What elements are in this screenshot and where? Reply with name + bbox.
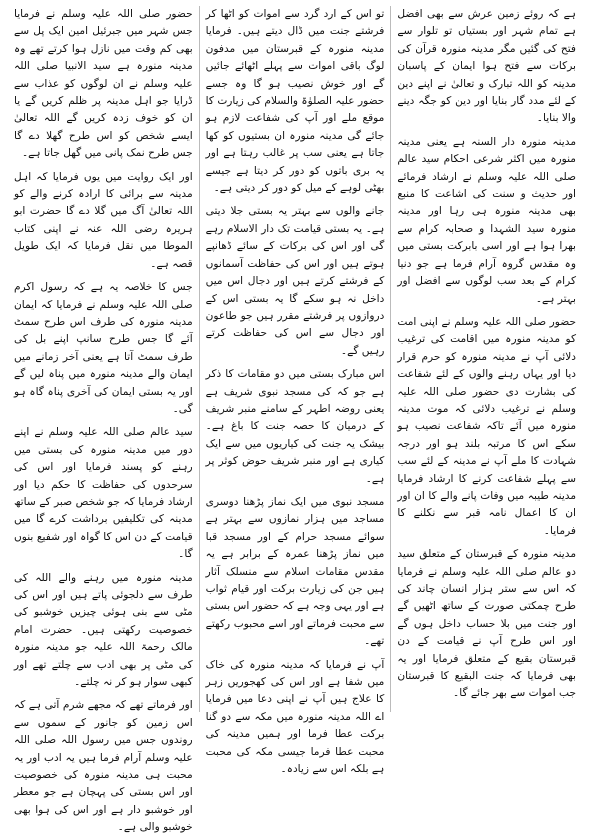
paragraph: اس مبارک بستی میں دو مقامات کا ذکر ہے جو کہ کی مسجد نبوی شریف ہے یعنی روضہ اطہر کے سامنے منبر شریف کے درمیان کا حصہ جنت کا باغ ہے۔ بیشک یہ جنت کی کیاریوں میں سے ایک کیاری ہے اور منبر شریف حوض کوثر پر ہے۔ [205,368,385,485]
paragraph: سید عالم صلی اللہ علیہ وسلم نے اپنے دور میں مدینہ منورہ کی بستی میں رہنے کو پسند فرمایا اور اس کی سرحدوں کی حفاظت کا حکم دیا اور ارشاد فرمایا کہ جو شخص صبر کے ساتھ مدینہ کی تکلیفیں برداشت کرے گا میں قیامت کے دن اس کا گواہ اور شفیع بنوں گا۔ [13,426,193,561]
paragraph: جانے والوں سے بہتر یہ بستی جلا دیتی ہے۔ یہ بستی قیامت تک دار الاسلام رہے گی اور اس کی برکات کے سائے ڈھانپے ہوتے ہیں اور اس کی حفاظت آسمانوں کے فرشتے کرتے ہیں اور دجال اس میں داخل نہ ہو سکے گا یہ بستی اس کے دروازوں پر فرشتے مقرر ہیں جو طاعون اور دجال سے اس کی حفاظت کرتے رہیں گے۔ [205,205,385,357]
paragraph: مدینہ منورہ میں رہنے والے اللہ کی طرف سے دلجوئی پاتے ہیں اور اس کی مٹی سے بنی ہوئی چیزیں خوشبو کی خصوصیت رکھتی ہیں۔ حضرت امام مالک رحمۃ اللہ علیہ جو مدینہ منورہ کی مٹی پر بھی ادب سے چلتے تھے اور کبھی سوار ہو کر نہ چلتے۔ [13,571,193,689]
column-middle [200,6,392,776]
paragraph: آپ نے فرمایا کہ مدینہ منورہ کی خاک میں شفا ہے اور اس کی کھجوریں زہر کا علاج ہیں آپ نے اپنی دعا میں فرمایا اے اللہ مدینہ منورہ میں مکہ سے دو گنا برکت عطا فرما اور ہمیں مدینہ کی محبت عطا فرما جیسی مکہ کی محبت ہے بلکہ اس سے زیادہ۔ [205,658,385,776]
paragraph: جس کا خلاصہ یہ ہے کہ رسول اکرم صلی اللہ علیہ وسلم نے فرمایا کہ ایمان مدینہ منورہ کی طرف اس طرح سمٹ آئے گا جس طرح سانپ اپنے بل کی طرف سمٹ آتا ہے یعنی آخر زمانے میں ایمان والے مدینہ منورہ میں پناہ لیں گے اور یہ بستی ایمان کی آخری پناہ گاہ ہو گی۔ [13,281,193,415]
paragraph: تو اس کے ارد گرد سے اموات کو اٹھا کر فرشتے جنت میں ڈال دیتے ہیں۔ فرمایا مدینہ منورہ کے قبرستان میں مدفون لوگ باقی اموات سے پہلے اٹھائے جائیں گے اور خوش نصیب ہو گا وہ جسے حضور علیہ الصلوٰۃ والسلام کی زیارت کا موقع ملے اور آپ کی شفاعت لازم ہو جائے گی مدینہ منورہ ان بستیوں کو کھا جاتا ہے یعنی سب پر غالب رہتا ہے اور یہ بری باتوں کو دور کر دیتا ہے جیسے بھٹی لوہے کے میل کو دور کر دیتی ہے۔ [205,8,385,195]
paragraph: اور فرماتے تھے کہ مجھے شرم آتی ہے کہ اس زمین کو جانور کے سموں سے روندوں جس میں رسول اللہ صلی اللہ علیہ وسلم آرام فرما ہیں یہ ادب اور یہ محبت ہی مدینہ منورہ کی خصوصیت اور اس بستی کی پہچان ہے جو معطر اور خوشبو دار ہے اور اس کی ہوا بھی خوشبو والی ہے۔ [13,699,193,834]
paragraph: مسجد نبوی میں ایک نماز پڑھنا دوسری مساجد میں ہزار نمازوں سے بہتر ہے سوائے مسجد حرام کے اور مسجد قبا میں نماز پڑھنا عمرہ کے برابر ہے یہ مقدس مقامات اسلام سے منسلک آثار ہیں جن کی زیارت برکت اور قیام ثواب ہے اور یہی وجہ ہے کہ حضور اس بستی سے محبت فرماتے اور اسے محبوب رکھتے تھے۔ [205,495,385,648]
paragraph: مدینہ منورہ دار السنہ ہے یعنی مدینہ منورہ میں اکثر شرعی احکام سید عالم صلی اللہ علیہ وسلم نے ارشاد فرمائے اور حدیث و سنت کی اشاعت کا منبع بھی مدینہ منورہ ہی رہا اور مدینہ منورہ سید الشہدا و صحابہ کرام سے بھرا ہوا ہے اور اسی بابرکت بستی میں وہ مقدس گروہ آرام فرما ہے جو دنیا کرام کے بعد سب لوگوں سے افضل اور بہتر ہے۔ [397,135,576,305]
paragraph: اور ایک روایت میں یوں فرمایا کہ اہل مدینہ سے برائی کا ارادہ کرنے والے کو اللہ تعالیٰ آگ میں گلا دے گا حضرت ابو ہریرہ رضی اللہ عنہ نے اپنی کتاب الموطا میں نقل فرمایا کہ ایک طویل قصہ ہے۔ [13,170,193,270]
column-left [8,6,200,834]
paragraph: ہے کہ روئے زمین عرش سے بھی افضل ہے تمام شہر اور بستیاں تو تلوار سے فتح کی گئیں مگر مدینہ منورہ قرآن کی برکات سے فتح ہوا ایمان کے پاسبان مدینہ کو اللہ تبارک و تعالیٰ نے اپنے دین کے لئے مدد گار بنایا اور دین کو جگہ دینے والا بنایا۔ [397,8,576,125]
paragraph: حضور صلی اللہ علیہ وسلم نے فرمایا جس شہر میں جبرئیل امین ایک پل سے بھی کم وقت میں نازل ہوا کرتے تھے وہ مدینہ منورہ ہے سید الانبیا صلی اللہ علیہ وسلم نے ان لوگوں کو عذاب سے ڈرایا جو اہل مدینہ پر ظلم کریں گے یا ان کو خوف زدہ کریں گے اللہ تعالیٰ ایسے شخص کو اس طرح گھلا دے گا جس طرح نمک پانی میں گھل جاتا ہے۔ [13,8,193,160]
column-right [391,6,582,712]
paragraph: حضور صلی اللہ علیہ وسلم نے اپنی امت کو مدینہ منورہ میں اقامت کی ترغیب دلائی آپ نے مدینہ منورہ کو حرم قرار دیا اور یہاں رہنے والوں کے لئے شفاعت کی بشارت دی حضور صلی اللہ علیہ وسلم نے ترغیب دلائی کہ موت مدینہ منورہ میں آئے تاکہ شفاعت نصیب ہو سکے اس کا مرتبہ بلند ہو اور درجہ شہادت کا ملے آپ نے مدینہ کے لئے سب سے پہلے شفاعت کرنے کا ارشاد فرمایا مدینہ طیبہ میں وفات پانے والے کا ان اور ان کا اعمال نامہ قبر سے نکلنے کا فرمایا۔ [397,315,576,537]
paragraph: مدینہ منورہ کے قبرستان کے متعلق سید دو عالم صلی اللہ علیہ وسلم نے فرمایا کہ اس سے ستر ہزار انسان چاند کی طرح چمکتی صورت کے ساتھ اٹھیں گے اور جنت میں بلا حساب داخل ہوں گے اور اس طرح آپ نے قیامت کے دن قبرستان بقیع کے متعلق فرمایا اور یہ بھی فرمایا کہ جنت البقیع کا قبرستان جب اموات سے بھر جائے گا۔ [397,548,576,700]
